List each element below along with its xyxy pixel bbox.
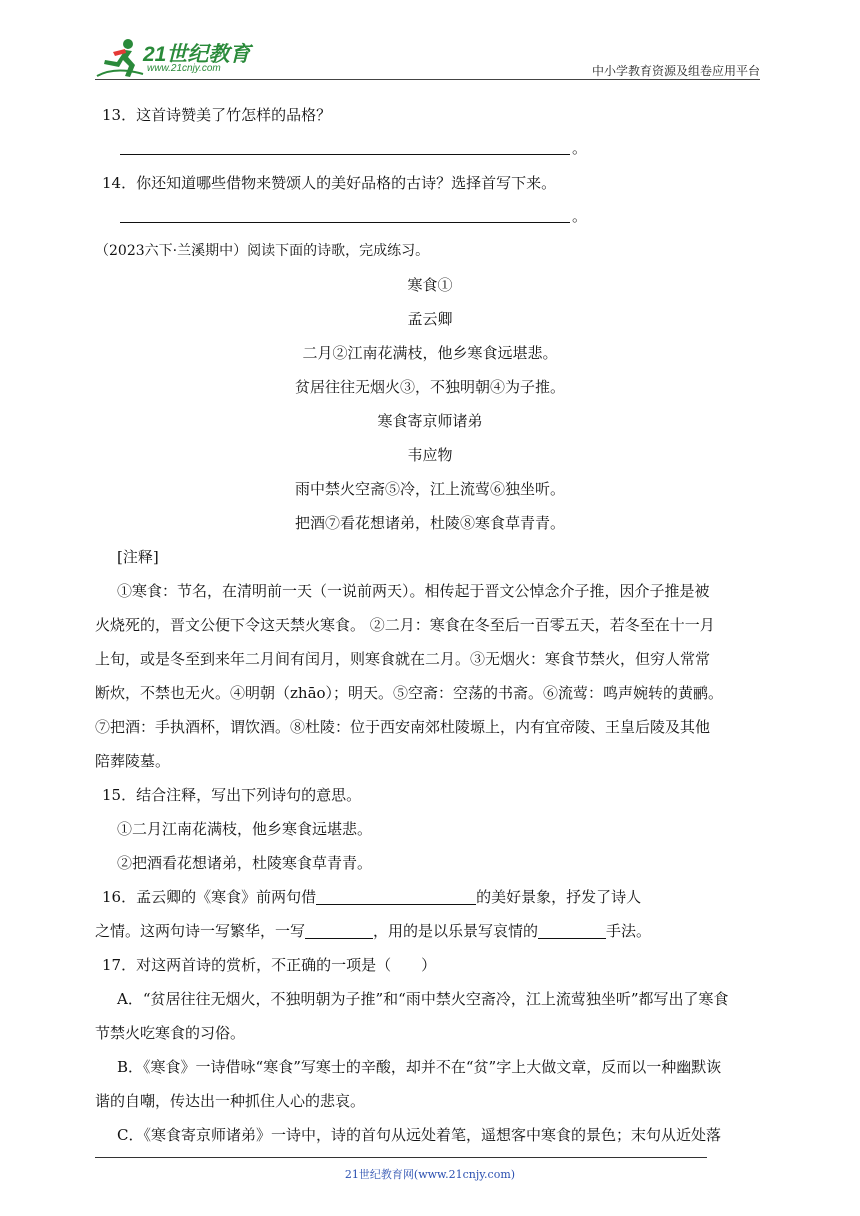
option-a-cont: 节禁火吃寒食的习俗。 <box>95 1024 246 1042</box>
note-line: 火烧死的，晋文公便下令这天禁火寒食。 ②二月：寒食在冬至后一百零五天，若冬至在十一月 <box>95 616 715 634</box>
page-header <box>95 36 760 80</box>
answer-line-13[interactable]: 。 <box>95 132 765 166</box>
answer-line-14[interactable]: 。 <box>95 200 765 234</box>
note-line: 上旬，或是冬至到来年二月间有闰月，则寒食就在二月。③无烟火：寒食节禁火，但穷人常常 <box>95 650 711 668</box>
q15-item-1: ①二月江南花满枝，他乡寒食远堪悲。 <box>117 820 373 838</box>
blank-technique[interactable] <box>538 920 606 939</box>
note-line: 断炊，不禁也无火。④明朝（zhāo）；明天。⑤空斋：空荡的书斋。⑥流莺：鸣声婉转的黄鹂。 <box>95 684 724 702</box>
note-line: ①寒食：节名，在清明前一天（一说前两天）。相传起于晋文公悼念介子推，因介子推是被 <box>117 582 710 600</box>
blank-scene[interactable] <box>316 886 476 905</box>
poem1-author: 孟云卿 <box>407 310 453 328</box>
blank-contrast[interactable] <box>305 920 373 939</box>
question-14: 14．你还知道哪些借物来赞颂人的美好品格的古诗？选择首写下来。 <box>102 174 557 192</box>
platform-label: 中小学教育资源及组卷应用平台 <box>591 64 760 78</box>
option-b-cont: 谐的自嘲，传达出一种抓住人心的悲哀。 <box>95 1092 366 1110</box>
note-line: 陪葬陵墓。 <box>95 752 171 770</box>
footer-link[interactable]: 21世纪教育网(www.21cnjy.com) <box>344 1168 516 1181</box>
question-17: 17．对这两首诗的赏析，不正确的一项是（ ） <box>102 956 437 974</box>
footer-divider <box>95 1157 707 1158</box>
passage-source: （2023六下·兰溪期中）阅读下面的诗歌，完成练习。 <box>95 243 430 259</box>
poem2-line-2: 把酒⑦看花想诸弟，杜陵⑧寒食草青青。 <box>294 514 565 532</box>
header-divider <box>95 79 760 80</box>
question-15: 15．结合注释，写出下列诗句的意思。 <box>102 786 362 804</box>
note-line: ⑦把酒：手执酒杯，谓饮酒。⑧杜陵：位于西安南郊杜陵塬上，内有宜帝陵、王皇后陵及其他 <box>95 718 711 736</box>
poem1-line-1: 二月②江南花满枝，他乡寒食远堪悲。 <box>302 344 558 362</box>
logo-url: www.21cnjy.com <box>147 63 221 74</box>
question-16: 16．孟云卿的《寒食》前两句借 的美好景象，抒发了诗人 <box>102 888 642 906</box>
notes-heading: [注释] <box>117 548 159 566</box>
logo <box>95 36 265 80</box>
logo-text: 21世纪教育 <box>143 43 251 66</box>
poem1-line-2: 贫居往往无烟火③，不独明朝④为子推。 <box>294 378 565 396</box>
poem2-author: 韦应物 <box>407 446 453 464</box>
option-c[interactable]: C．《寒食寄京师诸弟》一诗中，诗的首句从远处着笔，遥想客中寒食的景色；末句从近处落 <box>117 1126 721 1144</box>
option-b[interactable]: B．《寒食》一诗借咏“寒食”写寒士的辛酸，却并不在“贫”字上大做文章，反而以一种幽默诙 <box>117 1058 722 1076</box>
poem2-title: 寒食寄京师诸弟 <box>377 412 483 430</box>
runner-logo-icon <box>95 36 145 80</box>
option-a[interactable]: A．“贫居往往无烟火，不独明朝为子推”和“雨中禁火空斋冷，江上流莺独坐听”都写出了寒食 <box>117 990 729 1008</box>
question-16-cont: 之情。这两句诗一写繁华，一写 ，用的是以乐景写哀情的 手法。 <box>95 922 652 940</box>
poem1-title: 寒食① <box>407 276 453 294</box>
q15-item-2: ②把酒看花想诸弟，杜陵寒食草青青。 <box>117 854 373 872</box>
poem2-line-1: 雨中禁火空斋⑤冷，江上流莺⑥独坐听。 <box>294 480 565 498</box>
question-13: 13．这首诗赞美了竹怎样的品格？ <box>102 106 332 124</box>
document-body <box>95 98 765 1152</box>
